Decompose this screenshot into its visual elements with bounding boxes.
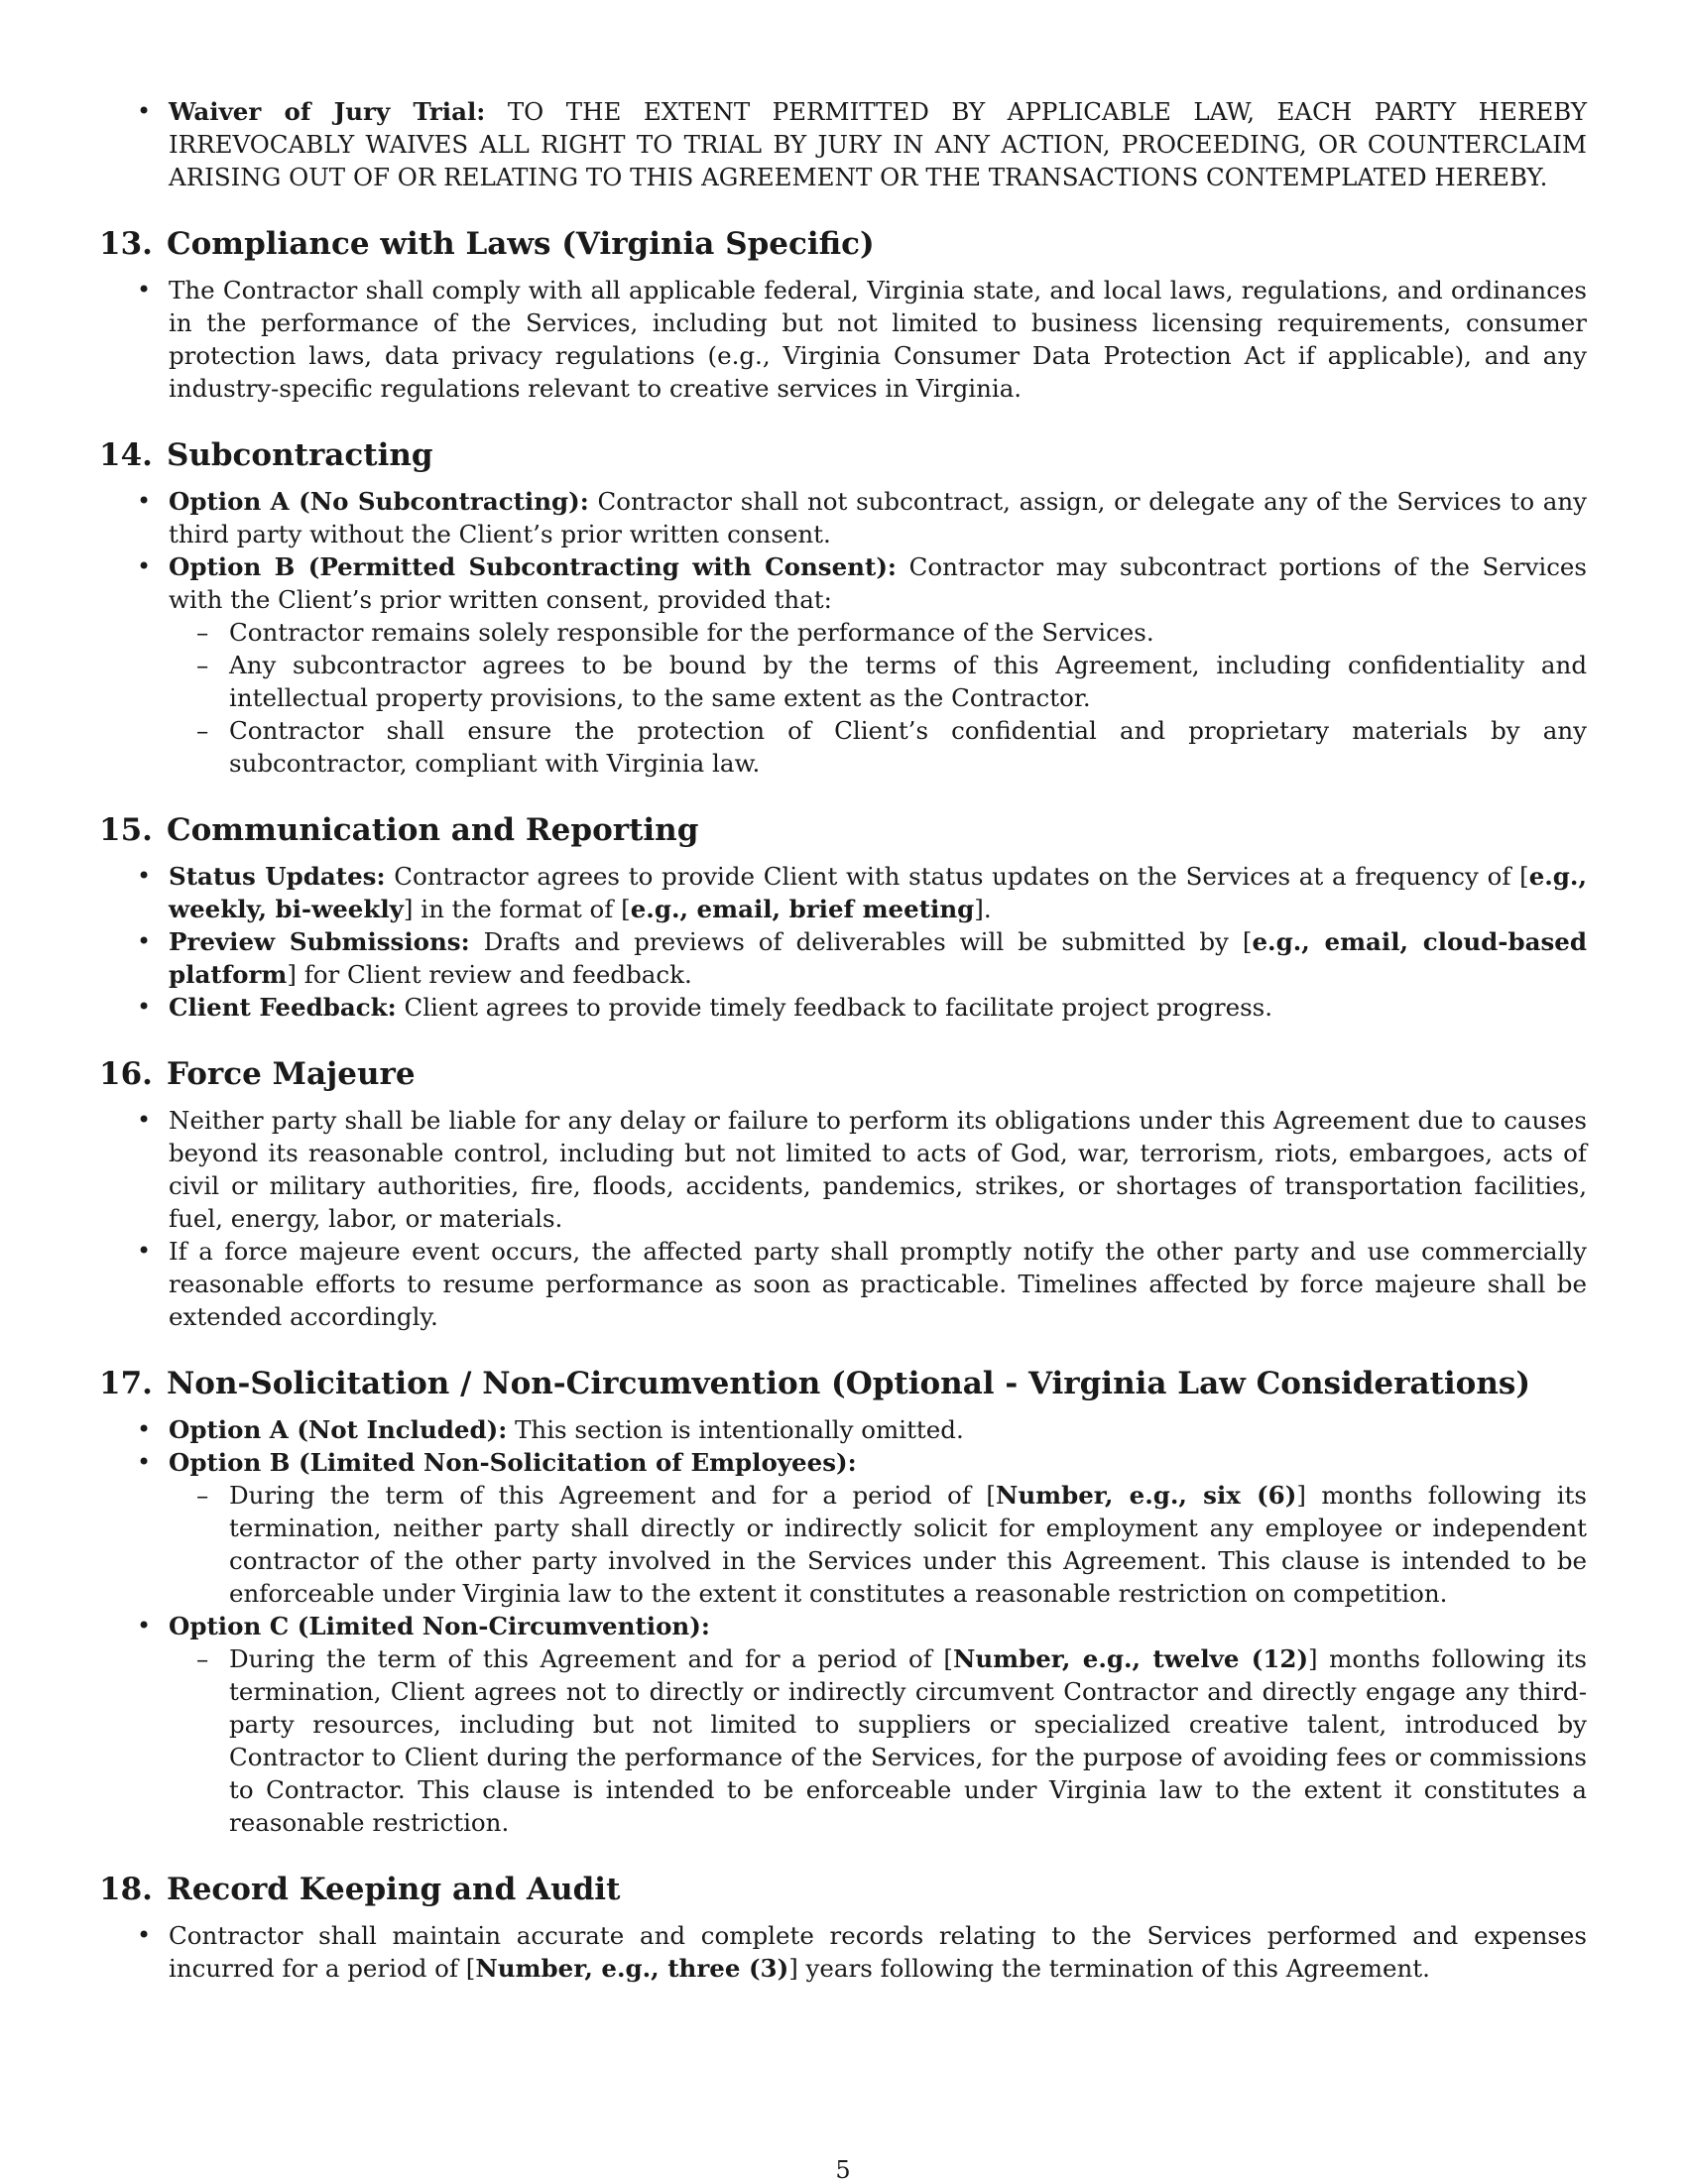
section-title: Non-Solicitation / Non-Circumvention (Optional - Virginia Law Considerations) — [166, 1366, 1531, 1401]
section-list — [99, 274, 1587, 405]
bullet-text: Client agrees to provide timely feedback to facilitate project progress. — [404, 993, 1273, 1022]
bullet-label: Status Updates: — [169, 862, 386, 891]
section-18 — [99, 1870, 1587, 1985]
bullet-text: Drafts and previews of deliverables will be submitted by [ — [483, 927, 1253, 956]
section-heading — [99, 224, 1587, 264]
list-item — [99, 1919, 1587, 1985]
bullet-text: Contractor may subcontract portions of the Services with the Client’s prior written consent, provided that: — [169, 552, 1587, 614]
sub-list-item: – Contractor remains solely responsible for the performance of the Services. — [169, 616, 1587, 649]
sub-text: During the term of this Agreement and for a period of [ — [229, 1481, 996, 1510]
list-item — [99, 991, 1587, 1024]
section-title: Record Keeping and Audit — [166, 1872, 621, 1907]
bullet-label: Option B (Permitted Subcontracting with Consent): — [169, 552, 897, 581]
bullet-text: Neither party shall be liable for any delay or failure to perform its obligations under this Agreement due to causes beyond its reasonable control, including but not limited to acts of God, war, terrorism, riots, embargoes, acts of civil or military authorities, fire, floods, accidents, pandemics, strikes, or shortages of transportation facilities, fuel, energy, labor, or materials. — [169, 1106, 1587, 1233]
section-number: 15. — [99, 812, 153, 848]
section-heading — [99, 1870, 1587, 1909]
bullet-label: Option A (Not Included): — [169, 1415, 508, 1444]
section-14 — [99, 435, 1587, 780]
list-item — [99, 485, 1587, 550]
section-heading — [99, 810, 1587, 850]
section-heading — [99, 435, 1587, 475]
section-number: 16. — [99, 1056, 153, 1092]
sub-list — [169, 616, 1587, 780]
sub-list — [169, 1479, 1587, 1610]
bullet-text: ] in the format of [ — [403, 895, 631, 923]
list-item — [99, 95, 1587, 193]
section-number: 18. — [99, 1872, 153, 1907]
sub-list-item — [169, 1642, 1587, 1839]
list-item — [99, 1610, 1587, 1839]
placeholder-text: Number, e.g., twelve (12) — [952, 1644, 1309, 1673]
list-item — [99, 860, 1587, 925]
placeholder-text: e.g., email, brief meeting — [630, 895, 975, 923]
section-list — [99, 860, 1587, 1024]
bullet-label: Option C (Limited Non-Circumvention): — [169, 1612, 710, 1640]
section-heading — [99, 1364, 1587, 1403]
bullet-text: ] years following the termination of this Agreement. — [788, 1954, 1430, 1983]
section-13 — [99, 224, 1587, 405]
bullet-text: The Contractor shall comply with all applicable federal, Virginia state, and local laws, regulations, and ordinances in the performance of the Services, including but not limited to business licensing requirements, consumer protection laws, data privacy regulations (e.g., Virginia Consumer Data Protection Act if applicable), and any industry-specific regulations relevant to creative services in Virginia. — [169, 276, 1587, 403]
section-heading — [99, 1054, 1587, 1094]
bullet-text: ] for Client review and feedback. — [287, 960, 692, 989]
list-item — [99, 550, 1587, 780]
document-page — [99, 95, 1587, 1985]
section-title: Communication and Reporting — [166, 812, 699, 848]
bullet-text: Contractor agrees to provide Client with status updates on the Services at a frequency of [ — [394, 862, 1529, 891]
section-title: Force Majeure — [166, 1056, 416, 1092]
sub-list — [169, 1642, 1587, 1839]
section-number: 17. — [99, 1366, 153, 1401]
list-item — [99, 1104, 1587, 1235]
placeholder-text: e.g., email, cloud-based platform — [169, 927, 1587, 989]
list-item — [99, 1235, 1587, 1333]
bullet-text: This section is intentionally omitted. — [515, 1415, 964, 1444]
list-item — [99, 1413, 1587, 1446]
waiver-list — [99, 95, 1587, 193]
bullet-label: Waiver of Jury Trial: — [169, 97, 486, 126]
section-list — [99, 1919, 1587, 1985]
section-15 — [99, 810, 1587, 1024]
list-item — [99, 1446, 1587, 1610]
sub-text: ] months following its termination, neither party shall directly or indirectly solicit for employment any employee or independent contractor of the other party involved in the Services under this Agreement. This clause is intended to be enforceable under Virginia law to the extent it constitutes a reasonable restriction on competition. — [229, 1481, 1587, 1608]
bullet-label: Option A (No Subcontracting): — [169, 487, 589, 516]
sub-text: ] months following its termination, Client agrees not to directly or indirectly circumvent Contractor and directly engage any third-party resources, including but not limited to suppliers or specialized creative talent, introduced by Contractor to Client during the performance of the Services, for the purpose of avoiding fees or commissions to Contractor. This clause is intended to be enforceable under Virginia law to the extent it constitutes a reasonable restriction. — [229, 1644, 1587, 1837]
sub-list-item: – Any subcontractor agrees to be bound by the terms of this Agreement, including confidentiality and intellectual property provisions, to the same extent as the Contractor. — [169, 649, 1587, 714]
section-list — [99, 485, 1587, 780]
placeholder-text: Number, e.g., six (6) — [995, 1481, 1297, 1510]
section-title: Subcontracting — [166, 437, 433, 473]
bullet-label: Preview Submissions: — [169, 927, 470, 956]
section-number: 13. — [99, 226, 153, 262]
bullet-label: Option B (Limited Non-Solicitation of Employees): — [169, 1448, 857, 1477]
section-number: 14. — [99, 437, 153, 473]
bullet-text: If a force majeure event occurs, the affected party shall promptly notify the other party and use commercially reasonable efforts to resume performance as soon as practicable. Timelines affected by force majeure shall be extended accordingly. — [169, 1237, 1587, 1331]
section-17 — [99, 1364, 1587, 1839]
section-list — [99, 1104, 1587, 1333]
sub-list-item: – Contractor shall ensure the protection of Client’s confidential and proprietary materials by any subcontractor, compliant with Virginia law. — [169, 714, 1587, 780]
section-title: Compliance with Laws (Virginia Specific) — [166, 226, 875, 262]
list-item — [99, 274, 1587, 405]
section-16 — [99, 1054, 1587, 1333]
bullet-text: Contractor shall maintain accurate and complete records relating to the Services performed and expenses incurred for a period of [ — [169, 1921, 1587, 1983]
bullet-label: Client Feedback: — [169, 993, 397, 1022]
bullet-text: Contractor shall not subcontract, assign, or delegate any of the Services to any third party without the Client’s prior written consent. — [169, 487, 1588, 548]
placeholder-text: e.g., weekly, bi-weekly — [169, 862, 1587, 923]
bullet-text: TO THE EXTENT PERMITTED BY APPLICABLE LAW, EACH PARTY HEREBY IRREVOCABLY WAIVES ALL RIGHT TO TRIAL BY JURY IN ANY ACTION, PROCEEDING, OR COUNTERCLAIM ARISING OUT OF OR RELATING TO THIS AGREEMENT OR THE TRANSACTIONS CONTEMPLATED HEREBY. — [169, 97, 1587, 191]
bullet-text: ]. — [974, 895, 992, 923]
sub-text: During the term of this Agreement and for a period of [ — [229, 1644, 953, 1673]
sub-list-item — [169, 1479, 1587, 1610]
list-item — [99, 925, 1587, 991]
page-number: 5 — [835, 2156, 851, 2184]
section-list — [99, 1413, 1587, 1839]
placeholder-text: Number, e.g., three (3) — [475, 1954, 789, 1983]
